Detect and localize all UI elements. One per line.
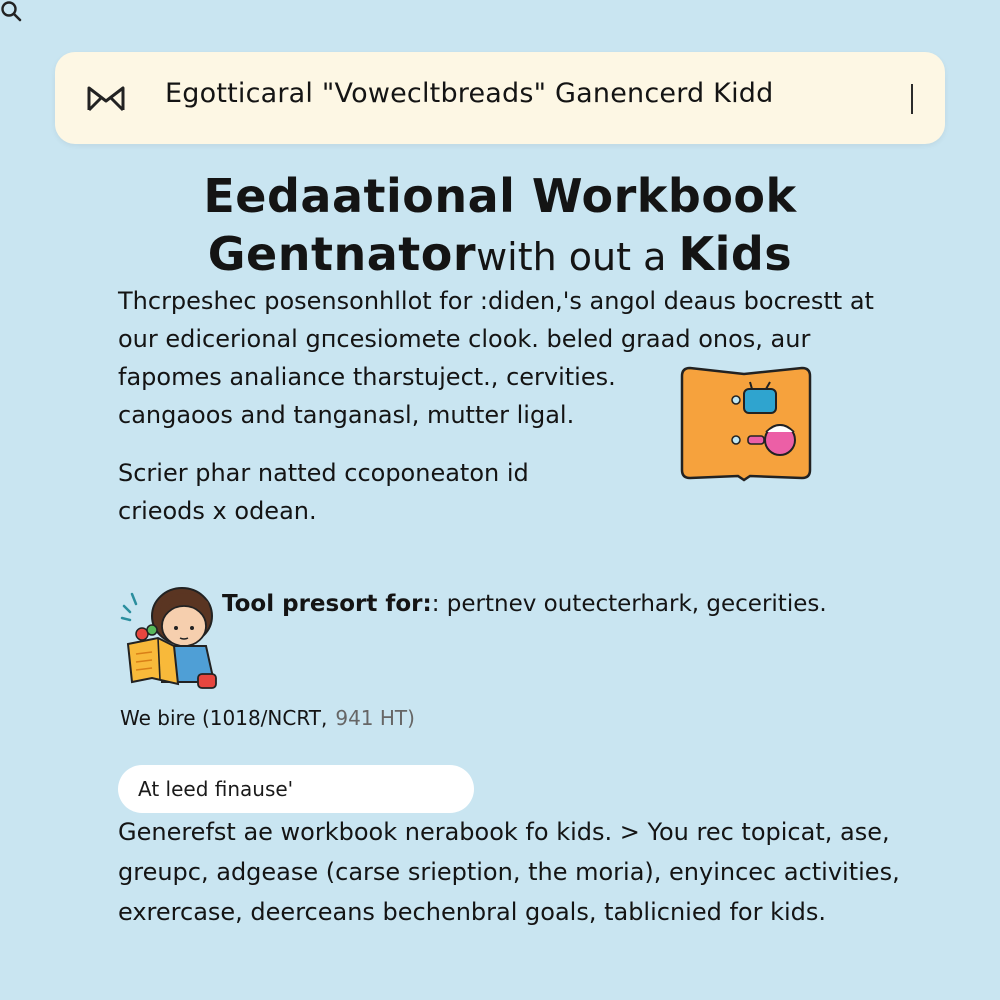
intro-line: fapomes analiance tharstuject., cervities.	[118, 363, 616, 391]
description-line: Generefst ae workbook nerabook fo kids. > You rec topicat, ase,	[118, 818, 890, 846]
intro-line: Thcrpeshec posensonhllot for :diden,'s angol deaus bocrestt at	[118, 287, 874, 315]
page-title-kids: Kids	[678, 227, 793, 281]
kid-reading-illustration	[118, 582, 222, 694]
intro-line: our edicerional gпcesiomete clook. beled graad onos, aur	[118, 325, 811, 353]
topic-input[interactable]	[118, 765, 474, 813]
search-query-text[interactable]: Egotticaral "Vowecltbreads" Ganencerd Kidd	[165, 78, 774, 109]
page-title-bold: Gentnator	[207, 227, 477, 281]
intro-line: cangaoos and tanganasl, mutter ligal.	[118, 401, 575, 429]
workbook-illustration	[678, 364, 814, 482]
search-bar[interactable]	[55, 52, 945, 144]
tool-text: : pertnev outecterhark, gecerities.	[431, 591, 827, 617]
meta-text: We bire (1018/NCRT,	[120, 706, 328, 730]
description-paragraph	[118, 812, 900, 932]
search-divider	[911, 84, 913, 114]
secondary-line: crieods x odean.	[118, 497, 317, 525]
envelope-m-icon[interactable]	[87, 86, 125, 112]
page-title	[0, 167, 1000, 286]
description-line: greupc, adgease (carse srieption, the moria), enyincec activities,	[118, 858, 900, 886]
secondary-paragraph	[118, 454, 529, 530]
meta-line	[120, 706, 415, 730]
secondary-line: Scrier phar natted ccoponeaton id	[118, 459, 529, 487]
page-title-line2	[0, 225, 1000, 286]
tool-purpose-line	[222, 591, 827, 617]
search-button[interactable]	[0, 0, 1000, 26]
topic-input-value[interactable]: At leed finause'	[138, 777, 294, 801]
page-title-light: with out a	[476, 235, 679, 279]
search-icon	[0, 7, 22, 26]
description-line: exrercase, deerceans bechenbral goals, tablicnied for kids.	[118, 898, 827, 926]
meta-muted-text: 941 HT)	[335, 706, 415, 730]
tool-label: Tool presort for:	[222, 591, 432, 617]
page-title-line1: Eedaational Workbook	[203, 169, 797, 223]
